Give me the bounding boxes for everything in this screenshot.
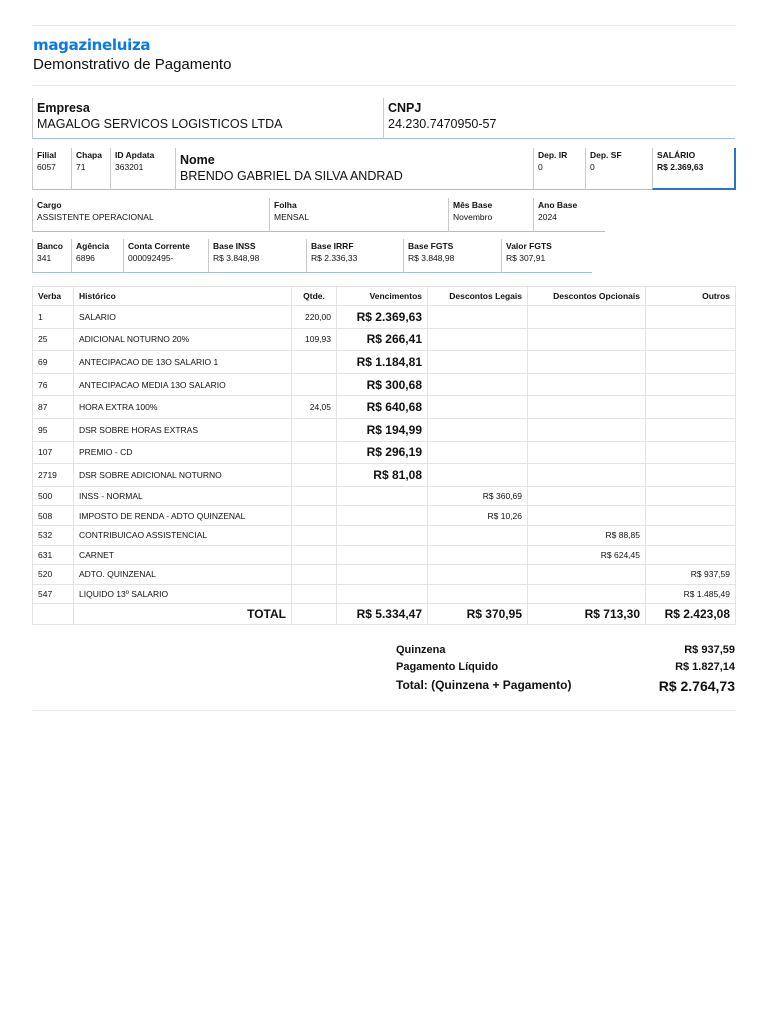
col-descontos-legais: Descontos Legais (428, 287, 528, 306)
total-descontos-opcionais: R$ 713,30 (528, 604, 646, 625)
cnpj-value: 24.230.7470950-57 (388, 117, 497, 131)
col-outros: Outros (646, 287, 736, 306)
verba-cell: 87 (33, 396, 74, 419)
col-verba: Verba (33, 287, 74, 306)
vencimentos-cell (337, 486, 428, 506)
ano-base-value: 2024 (538, 212, 557, 222)
descontos-opcionais-cell (528, 464, 646, 487)
total-empty (33, 604, 74, 625)
banco-value: 341 (37, 253, 52, 263)
depsf-value: 0 (590, 162, 595, 172)
base-irrf-label: Base IRRF (311, 241, 354, 251)
base-inss-value: R$ 3.848,98 (213, 253, 260, 263)
conta-field (123, 239, 208, 273)
outros-cell (646, 545, 736, 565)
total-summary (396, 678, 735, 694)
col-historico: Histórico (74, 287, 292, 306)
outros-cell (646, 464, 736, 487)
base-fgts-label: Base FGTS (408, 241, 454, 251)
cargo-value: ASSISTENTE OPERACIONAL (37, 212, 154, 222)
qtde-cell (292, 351, 337, 374)
col-qtde: Qtde. (292, 287, 337, 306)
col-vencimentos: Vencimentos (337, 287, 428, 306)
payment-table (32, 286, 736, 625)
filial-field (32, 148, 71, 190)
depsf-field (585, 148, 652, 190)
base-irrf-field (306, 239, 403, 273)
historico-cell: SALARIO (74, 306, 292, 329)
descontos-opcionais-cell (528, 351, 646, 374)
total-vencimentos: R$ 5.334,47 (337, 604, 428, 625)
nome-label: Nome (180, 153, 215, 167)
descontos-opcionais-cell (528, 565, 646, 585)
vencimentos-cell (337, 565, 428, 585)
descontos-opcionais-cell (528, 486, 646, 506)
outros-cell (646, 396, 736, 419)
outros-cell (646, 441, 736, 464)
descontos-legais-cell (428, 545, 528, 565)
quinzena-label: Quinzena (396, 644, 446, 656)
historico-cell: DSR SOBRE ADICIONAL NOTURNO (74, 464, 292, 487)
cnpj-field (383, 98, 735, 139)
cnpj-label: CNPJ (388, 101, 422, 115)
banco-label: Banco (37, 241, 63, 251)
outros-cell (646, 328, 736, 351)
verba-cell: 1 (33, 306, 74, 329)
descontos-opcionais-cell (528, 396, 646, 419)
nome-value: BRENDO GABRIEL DA SILVA ANDRAD (180, 169, 403, 183)
historico-cell: LIQUIDO 13º SALARIO (74, 584, 292, 604)
folha-value: MENSAL (274, 212, 309, 222)
verba-cell: 69 (33, 351, 74, 374)
valor-fgts-label: Valor FGTS (506, 241, 552, 251)
qtde-cell (292, 464, 337, 487)
depir-field (533, 148, 585, 190)
mes-base-field (448, 198, 533, 232)
base-fgts-value: R$ 3.848,98 (408, 253, 455, 263)
descontos-opcionais-cell: R$ 88,85 (528, 525, 646, 545)
depir-label: Dep. IR (538, 150, 568, 160)
total-descontos-legais: R$ 370,95 (428, 604, 528, 625)
qtde-cell (292, 373, 337, 396)
verba-cell: 95 (33, 418, 74, 441)
cargo-label: Cargo (37, 200, 62, 210)
agencia-value: 6896 (76, 253, 95, 263)
descontos-opcionais-cell (528, 418, 646, 441)
conta-value: 000092495- (128, 253, 174, 263)
idapdata-field (110, 148, 175, 190)
descontos-legais-cell (428, 525, 528, 545)
empresa-label: Empresa (37, 101, 90, 115)
vencimentos-cell: R$ 266,41 (337, 328, 428, 351)
header-divider (32, 85, 736, 86)
descontos-legais-cell (428, 396, 528, 419)
qtde-cell: 220,00 (292, 306, 337, 329)
mes-base-value: Novembro (453, 212, 493, 222)
verba-cell: 500 (33, 486, 74, 506)
total-qtde (292, 604, 337, 625)
historico-cell: ADTO. QUINZENAL (74, 565, 292, 585)
base-irrf-value: R$ 2.336,33 (311, 253, 358, 263)
descontos-legais-cell: R$ 10,26 (428, 506, 528, 526)
qtde-cell (292, 441, 337, 464)
table-row (33, 328, 736, 351)
vencimentos-cell: R$ 2.369,63 (337, 306, 428, 329)
descontos-opcionais-cell (528, 306, 646, 329)
chapa-field (71, 148, 110, 190)
historico-cell: PREMIO - CD (74, 441, 292, 464)
bottom-divider (32, 710, 736, 711)
total-row (33, 604, 736, 625)
verba-cell: 25 (33, 328, 74, 351)
base-inss-label: Base INSS (213, 241, 256, 251)
outros-cell (646, 418, 736, 441)
base-fgts-field (403, 239, 501, 273)
liquido-value: R$ 1.827,14 (675, 661, 735, 673)
brand-logo: magazineluiza (33, 36, 151, 54)
vencimentos-cell (337, 584, 428, 604)
historico-cell: ADICIONAL NOTURNO 20% (74, 328, 292, 351)
outros-cell: R$ 937,59 (646, 565, 736, 585)
cargo-field (32, 198, 269, 232)
verba-cell: 631 (33, 545, 74, 565)
historico-cell: HORA EXTRA 100% (74, 396, 292, 419)
historico-cell: IMPOSTO DE RENDA - ADTO QUINZENAL (74, 506, 292, 526)
descontos-legais-cell (428, 351, 528, 374)
descontos-opcionais-cell: R$ 624,45 (528, 545, 646, 565)
descontos-opcionais-cell (528, 506, 646, 526)
filial-label: Filial (37, 150, 57, 160)
descontos-opcionais-cell (528, 584, 646, 604)
descontos-legais-cell (428, 373, 528, 396)
salario-label: SALÁRIO (657, 150, 696, 160)
vencimentos-cell: R$ 640,68 (337, 396, 428, 419)
historico-cell: CARNET (74, 545, 292, 565)
descontos-opcionais-cell (528, 441, 646, 464)
outros-cell (646, 525, 736, 545)
vencimentos-cell: R$ 296,19 (337, 441, 428, 464)
page-title: Demonstrativo de Pagamento (33, 56, 232, 73)
historico-cell: CONTRIBUICAO ASSISTENCIAL (74, 525, 292, 545)
qtde-cell: 24,05 (292, 396, 337, 419)
filial-value: 6057 (37, 162, 56, 172)
total-summary-value: R$ 2.764,73 (658, 678, 735, 694)
salario-value: R$ 2.369,63 (657, 162, 704, 172)
qtde-cell (292, 584, 337, 604)
depsf-label: Dep. SF (590, 150, 622, 160)
ano-base-label: Ano Base (538, 200, 578, 210)
banco-field (32, 239, 71, 273)
mes-base-label: Mês Base (453, 200, 493, 210)
total-summary-label: Total: (Quinzena + Pagamento) (396, 678, 572, 692)
agencia-label: Agência (76, 241, 110, 251)
table-row (33, 396, 736, 419)
valor-fgts-value: R$ 307,91 (506, 253, 546, 263)
qtde-cell: 109,93 (292, 328, 337, 351)
outros-cell (646, 351, 736, 374)
table-row (33, 506, 736, 526)
outros-cell (646, 373, 736, 396)
verba-cell: 508 (33, 506, 74, 526)
vencimentos-cell: R$ 81,08 (337, 464, 428, 487)
quinzena-summary (396, 644, 735, 656)
table-row (33, 306, 736, 329)
verba-cell: 76 (33, 373, 74, 396)
liquido-summary (396, 661, 735, 673)
vencimentos-cell (337, 525, 428, 545)
depir-value: 0 (538, 162, 543, 172)
verba-cell: 2719 (33, 464, 74, 487)
total-label: TOTAL (74, 604, 292, 625)
table-row (33, 545, 736, 565)
table-row (33, 441, 736, 464)
qtde-cell (292, 565, 337, 585)
table-header-row (33, 287, 736, 306)
empresa-field (32, 98, 383, 139)
vencimentos-cell (337, 506, 428, 526)
table-row (33, 351, 736, 374)
salario-field (652, 148, 736, 190)
outros-cell (646, 506, 736, 526)
qtde-cell (292, 545, 337, 565)
vencimentos-cell: R$ 194,99 (337, 418, 428, 441)
nome-field (175, 148, 533, 190)
chapa-label: Chapa (76, 150, 102, 160)
descontos-legais-cell (428, 584, 528, 604)
historico-cell: DSR SOBRE HORAS EXTRAS (74, 418, 292, 441)
base-inss-field (208, 239, 306, 273)
folha-label: Folha (274, 200, 297, 210)
table-row (33, 525, 736, 545)
qtde-cell (292, 525, 337, 545)
historico-cell: ANTECIPACAO MEDIA 13O SALARIO (74, 373, 292, 396)
verba-cell: 547 (33, 584, 74, 604)
table-row (33, 464, 736, 487)
chapa-value: 71 (76, 162, 86, 172)
descontos-legais-cell (428, 328, 528, 351)
vencimentos-cell: R$ 1.184,81 (337, 351, 428, 374)
historico-cell: INSS - NORMAL (74, 486, 292, 506)
descontos-legais-cell: R$ 360,69 (428, 486, 528, 506)
quinzena-value: R$ 937,59 (684, 644, 735, 656)
qtde-cell (292, 486, 337, 506)
descontos-opcionais-cell (528, 328, 646, 351)
folha-field (269, 198, 448, 232)
verba-cell: 532 (33, 525, 74, 545)
conta-label: Conta Corrente (128, 241, 190, 251)
table-row (33, 373, 736, 396)
qtde-cell (292, 506, 337, 526)
descontos-legais-cell (428, 418, 528, 441)
vencimentos-cell: R$ 300,68 (337, 373, 428, 396)
table-row (33, 584, 736, 604)
verba-cell: 520 (33, 565, 74, 585)
valor-fgts-field (501, 239, 592, 273)
table-row (33, 565, 736, 585)
agencia-field (71, 239, 123, 273)
descontos-legais-cell (428, 565, 528, 585)
ano-base-field (533, 198, 605, 232)
idapdata-label: ID Apdata (115, 150, 155, 160)
outros-cell: R$ 1.485,49 (646, 584, 736, 604)
outros-cell (646, 306, 736, 329)
qtde-cell (292, 418, 337, 441)
liquido-label: Pagamento Líquido (396, 661, 499, 673)
total-outros: R$ 2.423,08 (646, 604, 736, 625)
descontos-opcionais-cell (528, 373, 646, 396)
empresa-value: MAGALOG SERVICOS LOGISTICOS LTDA (37, 117, 283, 131)
verba-cell: 107 (33, 441, 74, 464)
descontos-legais-cell (428, 306, 528, 329)
descontos-legais-cell (428, 464, 528, 487)
descontos-legais-cell (428, 441, 528, 464)
col-descontos-opcionais: Descontos Opcionais (528, 287, 646, 306)
table-row (33, 418, 736, 441)
idapdata-value: 363201 (115, 162, 144, 172)
table-row (33, 486, 736, 506)
top-divider (32, 25, 736, 26)
outros-cell (646, 486, 736, 506)
historico-cell: ANTECIPACAO DE 13O SALARIO 1 (74, 351, 292, 374)
vencimentos-cell (337, 545, 428, 565)
